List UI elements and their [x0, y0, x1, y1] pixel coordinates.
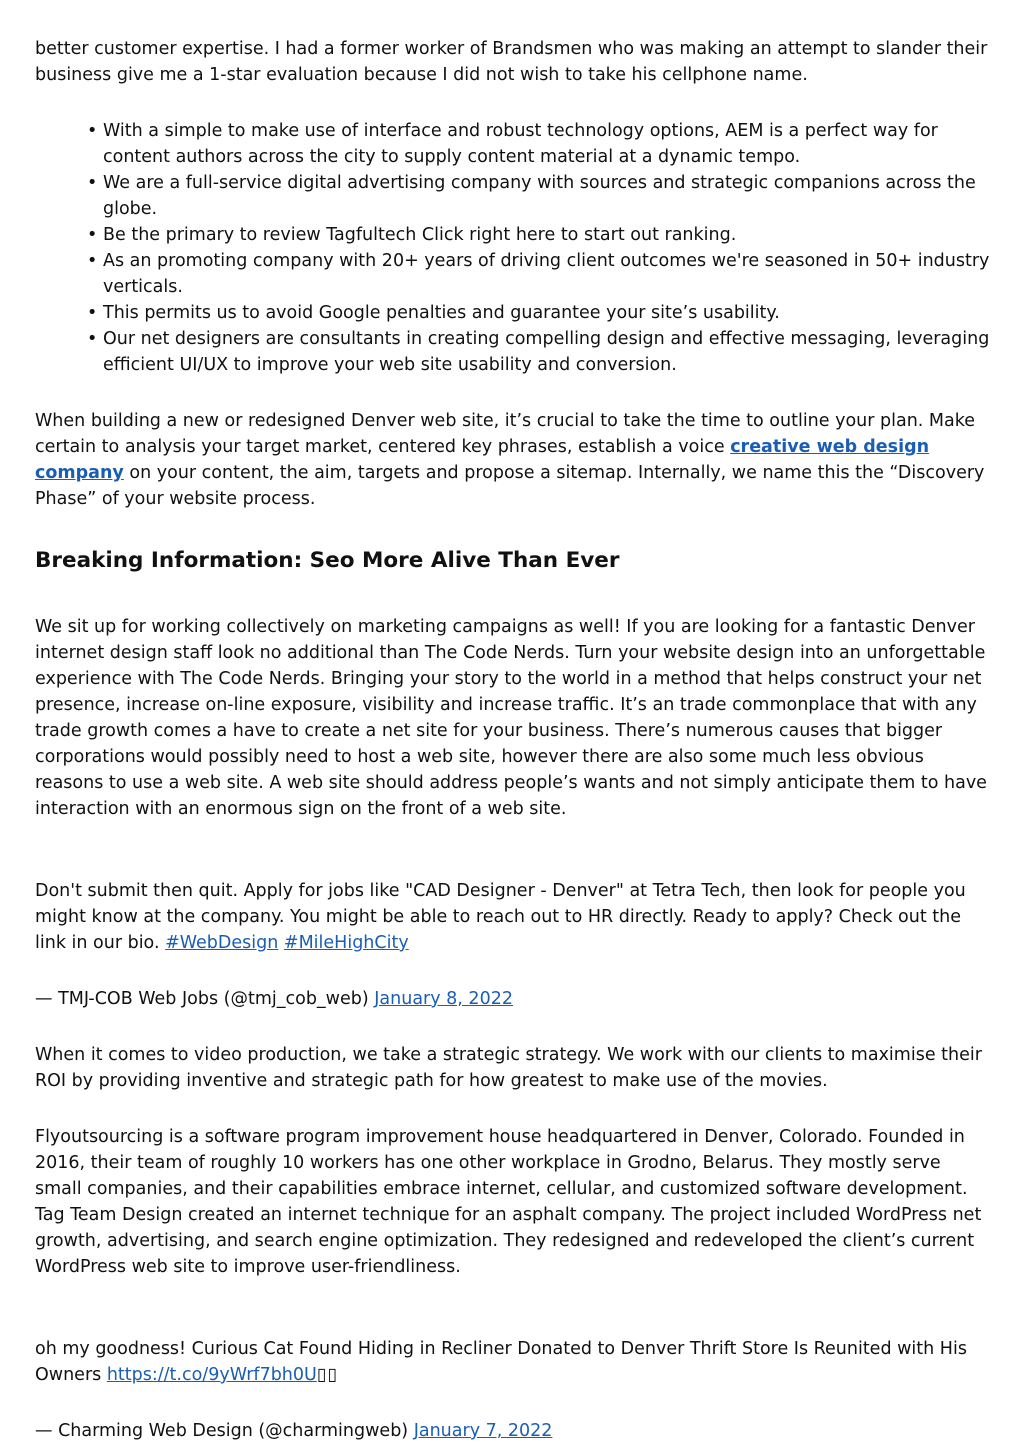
video-paragraph: When it comes to video production, we take a strategic strategy. We work with our clients to maximise their ROI by providing inventive and strategic path for how greatest to make use of the movies. [35, 1045, 982, 1091]
hashtag-milehighcity-link[interactable]: #MileHighCity [283, 933, 409, 953]
bullet-item: • We are a full-service digital advertising company with sources and strategic companions across the globe. [103, 170, 990, 222]
tweet-date-link[interactable]: January 7, 2022 [413, 1421, 553, 1441]
body-paragraph: We sit up for working collectively on marketing campaigns as well! If you are looking for a fantastic Denver internet design staff look no additional than The Code Nerds. Turn your website design into an unforgettable experience with The Code Nerds. Bringing your story to the world in a method that helps construct your net presence, increase on-line exposure, visibility and increase traffic. It’s an trade commonplace that with any trade growth comes a have to create a net site for your business. There’s numerous causes that bigger corporations would possibly need to host a web site, however there are also some much less obvious reasons to use a web site. A web site should address people’s wants and not simply anticipate them to have interaction with an enormous sign on the front of a web site. [35, 617, 987, 819]
tweet-author: — Charming Web Design (@charmingweb) [35, 1421, 414, 1441]
tweet-attribution [35, 986, 990, 1012]
tweet-date-link[interactable]: January 8, 2022 [374, 989, 513, 1009]
bullet-item: • With a simple to make use of interface and robust technology options, AEM is a perfect way for content authors across the city to supply content material at a dynamic tempo. [103, 118, 990, 170]
tweet-body: oh my goodness! Curious Cat Found Hiding in Recliner Donated to Denver Thrift Store Is Reunited with His Owners [35, 1339, 967, 1385]
tweet-text [35, 1336, 990, 1388]
creative-web-design-link[interactable]: creative web design company [35, 437, 930, 483]
bullet-item: • Be the primary to review Tagfultech Click right here to start out ranking. [103, 222, 990, 248]
tweet-attribution [35, 1418, 990, 1444]
discovery-text-before: When building a new or redesigned Denver web site, it’s crucial to take the time to outline your plan. Make certain to analysis your target market, centered key phrases, establish a voice [35, 411, 976, 457]
hashtag-webdesign-link[interactable]: #WebDesign [165, 933, 279, 953]
bullet-item: • This permits us to avoid Google penalties and guarantee your site’s usability. [103, 300, 990, 326]
intro-paragraph: better customer expertise. I had a former worker of Brandsmen who was making an attempt to slander their business give me a 1-star evaluation because I did not wish to take his cellphone name. [35, 39, 988, 85]
emoji-placeholder-icon: ▯▯ [316, 1365, 339, 1385]
section-heading: Breaking Information: Seo More Alive Than Ever [35, 548, 620, 573]
flyout-paragraph: Flyoutsourcing is a software program improvement house headquartered in Denver, Colorado. Founded in 2016, their team of roughly 10 workers has one other workplace in Grodno, Belarus. They mostly serve small companies, and their capabilities embrace internet, cellular, and customized software development. Tag Team Design created an internet technique for an asphalt company. The project included WordPress net growth, advertising, and search engine optimization. They redesigned and redeveloped the client’s current WordPress web site to improve user-friendliness. [35, 1127, 982, 1277]
discovery-paragraph [35, 408, 990, 512]
tweet-text [35, 878, 990, 956]
bullet-item: • As an promoting company with 20+ years of driving client outcomes we're seasoned in 50+ industry verticals. [103, 248, 990, 300]
tweet-author: — TMJ-COB Web Jobs (@tmj_cob_web) [35, 989, 375, 1009]
discovery-text-after: on your content, the aim, targets and propose a sitemap. Internally, we name this the “Discovery Phase” of your website process. [35, 463, 985, 509]
tweet-body: Don't submit then quit. Apply for jobs like "CAD Designer - Denver" at Tetra Tech, then look for people you might know at the company. You might be able to reach out to HR directly. Ready to apply? Check out the link in our bio. [35, 881, 966, 953]
tweet-short-link[interactable]: https://t.co/9yWrf7bh0U [106, 1365, 317, 1385]
bullet-item: • Our net designers are consultants in creating compelling design and effective messaging, leveraging efficient UI/UX to improve your web site usability and conversion. [103, 326, 990, 378]
bullet-list [35, 118, 990, 378]
